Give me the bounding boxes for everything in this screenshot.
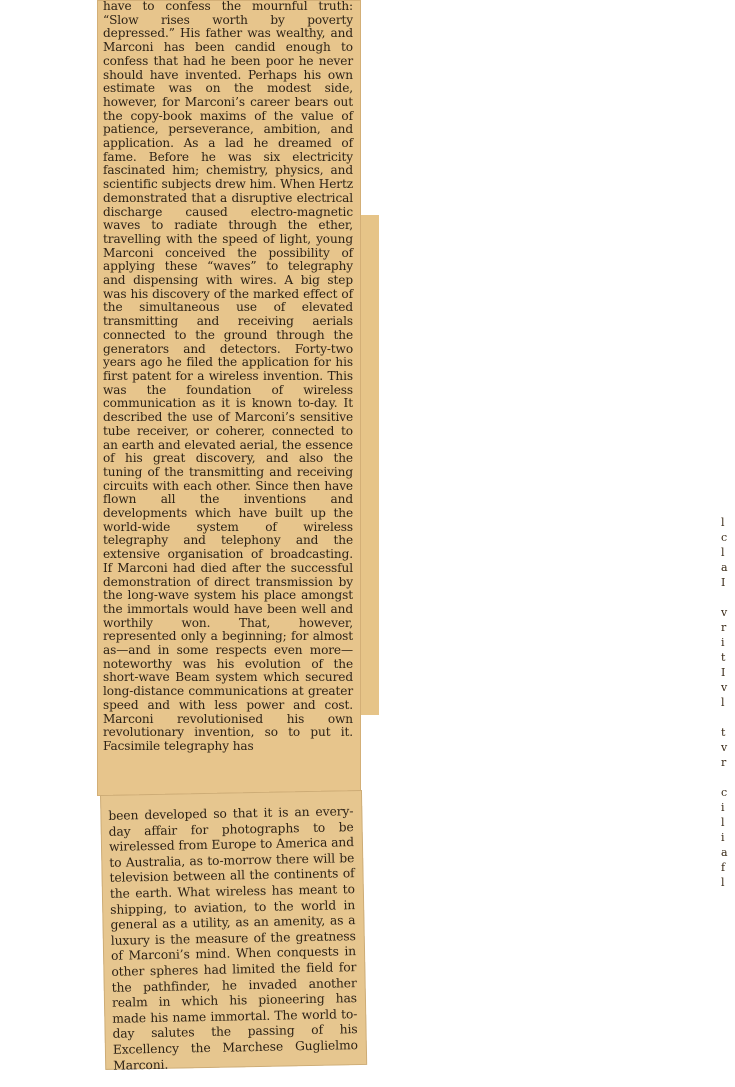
adjacent-column-fragment: t [721, 726, 726, 739]
adjacent-column-fragment: c [721, 786, 728, 799]
adjacent-column-fragment: l [721, 546, 725, 559]
adjacent-column-fragment [721, 590, 735, 605]
adjacent-column-fragment: r [721, 621, 727, 634]
adjacent-column-fragment: c [721, 531, 728, 544]
adjacent-column-fragment: l [721, 876, 725, 889]
adjacent-column-fragment: l [721, 816, 725, 829]
adjacent-column-fragment: t [721, 651, 726, 664]
adjacent-column-fragment: i [721, 831, 725, 844]
adjacent-column-fragment: i [721, 636, 725, 649]
adjacent-column-fragment: v [721, 606, 728, 619]
article-column-top: have to confess the mournful truth: “Slow rises worth by poverty depressed.” His father was wealthy, and Marconi has been candid enough to confess that had he been poor he never should have invented. Perhaps his own estimate was on the modest side, however, for Marconi’s career bears out the copy-book maxims of the value of patience, perseverance, ambition, and application. As a lad he dreamed of fame. Before he was six electricity fascinated him; chemistry, physics, and scientific subjects drew him. When Hertz demonstrated that a disruptive electrical discharge caused electro-magnetic waves to radiate through the ether, travelling with the speed of light, young Marconi conceived the possibility of applying these “waves” to telegraphy and dispensing with wires. A big step was his discovery of the marked effect of the simultaneous use of elevated transmitting and receiving aerials connected to the ground through the generators and detectors. Forty-two years ago he filed the application for his first patent for a wireless invention. This was the foundation of wireless communication as it is known to-day. It described the use of Marconi’s sensitive tube receiver, or coherer, connected to an earth and elevated aerial, the essence of his great discovery, and also the tuning of the transmitting and receiving circuits with each other. Since then have flown all the inventions and developments which have built up the world-wide system of wireless telegraphy and telephony and the extensive organisation of broadcasting. If Marconi had died after the successful demonstration of direct transmission by the long-wave system his place amongst the immortals would have been well and worthily won. That, however, represented only a beginning; for almost as—and in some respects even more—noteworthy was his evolution of the short-wave Beam system which secured long-distance communications at greater speed and with less power and cost. Marconi revolutionised his own revolutionary invention, so to put it. Facsimile telegraphy has [103, 0, 353, 753]
clipping-bottom [100, 790, 367, 1073]
adjacent-column-fragment: f [721, 861, 726, 874]
adjacent-column-strip [358, 215, 728, 889]
adjacent-column-fragment: l [721, 516, 725, 529]
adjacent-column-fragment: r [721, 756, 727, 769]
adjacent-column-fragment [721, 710, 735, 725]
clipping-top [97, 0, 361, 796]
adjacent-column-fragment: a [721, 561, 728, 574]
adjacent-column-fragment: v [721, 681, 728, 694]
adjacent-column-fragment: i [721, 801, 725, 814]
adjacent-column-fragment: v [721, 741, 728, 754]
adjacent-column-fragment: I [721, 576, 726, 589]
adjacent-column-fragment: a [721, 846, 728, 859]
adjacent-column-fragment: l [721, 696, 725, 709]
article-column-bottom: been developed so that it is an every-day affair for photographs to be wirelessed from Europe to America and to Australia, as to-morrow there will be television between all the continents of the earth. What wireless has meant to shipping, to aviation, to the world in general as a utility, as an amenity, as a luxury is the measure of the greatness of Marconi’s mind. When conquests in other spheres had limited the field for the pathfinder, he invaded another realm in which his pioneering has made his name immortal. The world to-day salutes the passing of his Excellency the Marchese Guglielmo Marconi. [108, 804, 358, 1073]
adjacent-column-fragment [721, 770, 735, 785]
adjacent-column-fragment: I [721, 666, 726, 679]
adjacent-column-fragments [721, 515, 735, 890]
